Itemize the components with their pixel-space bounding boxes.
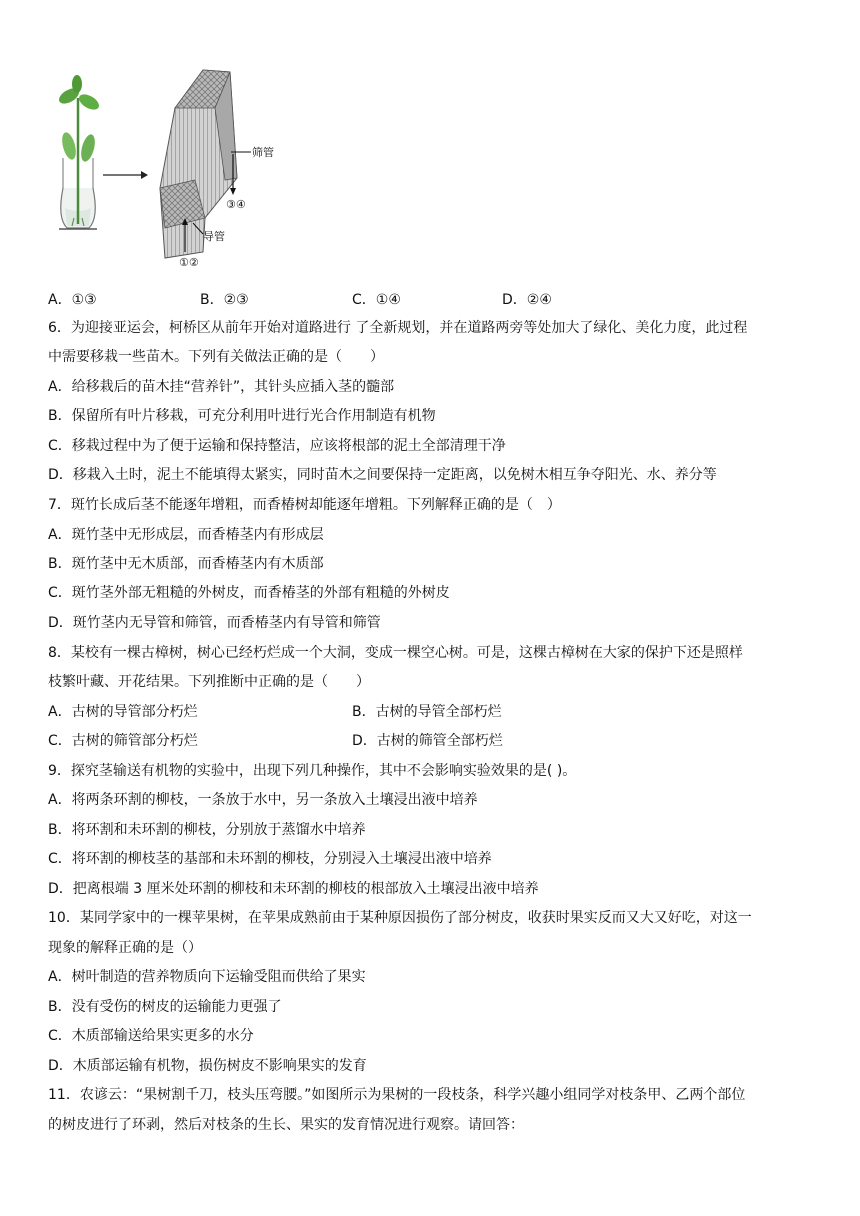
q8-stem-line2: 枝繁叶藏、开花结果。下列推断中正确的是（ ） <box>48 674 370 690</box>
q6-stem-line2: 中需要移栽一些苗木。下列有关做法正确的是（ ） <box>48 349 384 365</box>
q5-option-d: D．②④ <box>502 292 552 308</box>
q10-stem-line2: 现象的解释正确的是（） <box>48 940 202 956</box>
q7-option-c: C．斑竹茎外部无粗糙的外树皮，而香椿茎的外部有粗糙的外树皮 <box>48 585 450 601</box>
figure-label-12: ①② <box>179 256 199 269</box>
q7-stem: 7．斑竹长成后茎不能逐年增粗，而香椿树却能逐年增粗。下列解释正确的是（ ） <box>48 497 561 513</box>
q6-option-b: B．保留所有叶片移栽，可充分利用叶进行光合作用制造有机物 <box>48 408 436 424</box>
q7-option-a: A．斑竹茎中无形成层，而香椿茎内有形成层 <box>48 527 324 543</box>
q6-stem-line1: 6．为迎接亚运会，柯桥区从前年开始对道路进行 了全新规划，并在道路两旁等处加大了绿化、美化力度，此过程 <box>48 320 748 336</box>
q5-option-b: B．②③ <box>200 292 249 308</box>
figure-label-vessel: 导管 <box>203 230 225 243</box>
q10-option-d: D．木质部运输有机物，损伤树皮不影响果实的发育 <box>48 1058 367 1074</box>
q9-option-a: A．将两条环割的柳枝，一条放于水中，另一条放入土壤浸出液中培养 <box>48 792 478 808</box>
stem-section-illustration <box>160 70 237 258</box>
q11-stem-line1: 11．农谚云：“果树割千刀，枝头压弯腰。”如图所示为果树的一段枝条，科学兴趣小组同学对枝条甲、乙两个部位 <box>48 1087 746 1103</box>
q10-stem-line1: 10．某同学家中的一棵苹果树，在苹果成熟前由于某种原因损伤了部分树皮，收获时果实反而又大又好吃，对这一 <box>48 910 752 926</box>
arrow-right-icon <box>103 171 148 179</box>
q6-option-a: A．给移栽后的苗木挂“营养针”，其针头应插入茎的髓部 <box>48 379 395 395</box>
q5-option-a: A．①③ <box>48 292 97 308</box>
q9-option-b: B．将环割和未环割的柳枝，分别放于蒸馏水中培养 <box>48 822 366 838</box>
q8-option-b: B．古树的导管全部朽烂 <box>352 704 502 720</box>
stem-transport-figure <box>55 68 295 276</box>
q10-option-a: A．树叶制造的营养物质向下运输受阻而供给了果实 <box>48 969 366 985</box>
q5-option-c: C．①④ <box>352 292 401 308</box>
q8-option-d: D．古树的筛管全部朽烂 <box>352 733 503 749</box>
q11-stem-line2: 的树皮进行了环剥，然后对枝条的生长、果实的发育情况进行观察。请回答： <box>48 1117 524 1133</box>
q6-option-d: D．移栽入土时，泥土不能填得太紧实，同时苗木之间要保持一定距离，以免树木相互争夺阳光、水、养分等 <box>48 467 717 483</box>
q10-option-b: B．没有受伤的树皮的运输能力更强了 <box>48 999 282 1015</box>
q8-stem-line1: 8．某校有一棵古樟树，树心已经朽烂成一个大洞，变成一棵空心树。可是，这棵古樟树在大家的保护下还是照样 <box>48 645 743 661</box>
q8-option-c: C．古树的筛管部分朽烂 <box>48 733 198 749</box>
q9-option-d: D．把离根端 3 厘米处环割的柳枝和未环割的柳枝的根部放入土壤浸出液中培养 <box>48 881 539 897</box>
q10-option-c: C．木质部输送给果实更多的水分 <box>48 1028 254 1044</box>
figure-label-sieve-tube: 筛管 <box>252 146 274 159</box>
q6-option-c: C．移栽过程中为了便于运输和保持整洁，应该将根部的泥土全部清理干净 <box>48 438 506 454</box>
q8-option-a: A．古树的导管部分朽烂 <box>48 704 198 720</box>
q7-option-d: D．斑竹茎内无导管和筛管，而香椿茎内有导管和筛管 <box>48 615 381 631</box>
q7-option-b: B．斑竹茎中无木质部，而香椿茎内有木质部 <box>48 556 324 572</box>
q9-stem: 9．探究茎输送有机物的实验中，出现下列几种操作，其中不会影响实验效果的是( )。 <box>48 763 577 779</box>
figure-label-34: ③④ <box>226 198 246 211</box>
q9-option-c: C．将环割的柳枝茎的基部和未环割的柳枝，分别浸入土壤浸出液中培养 <box>48 851 492 867</box>
